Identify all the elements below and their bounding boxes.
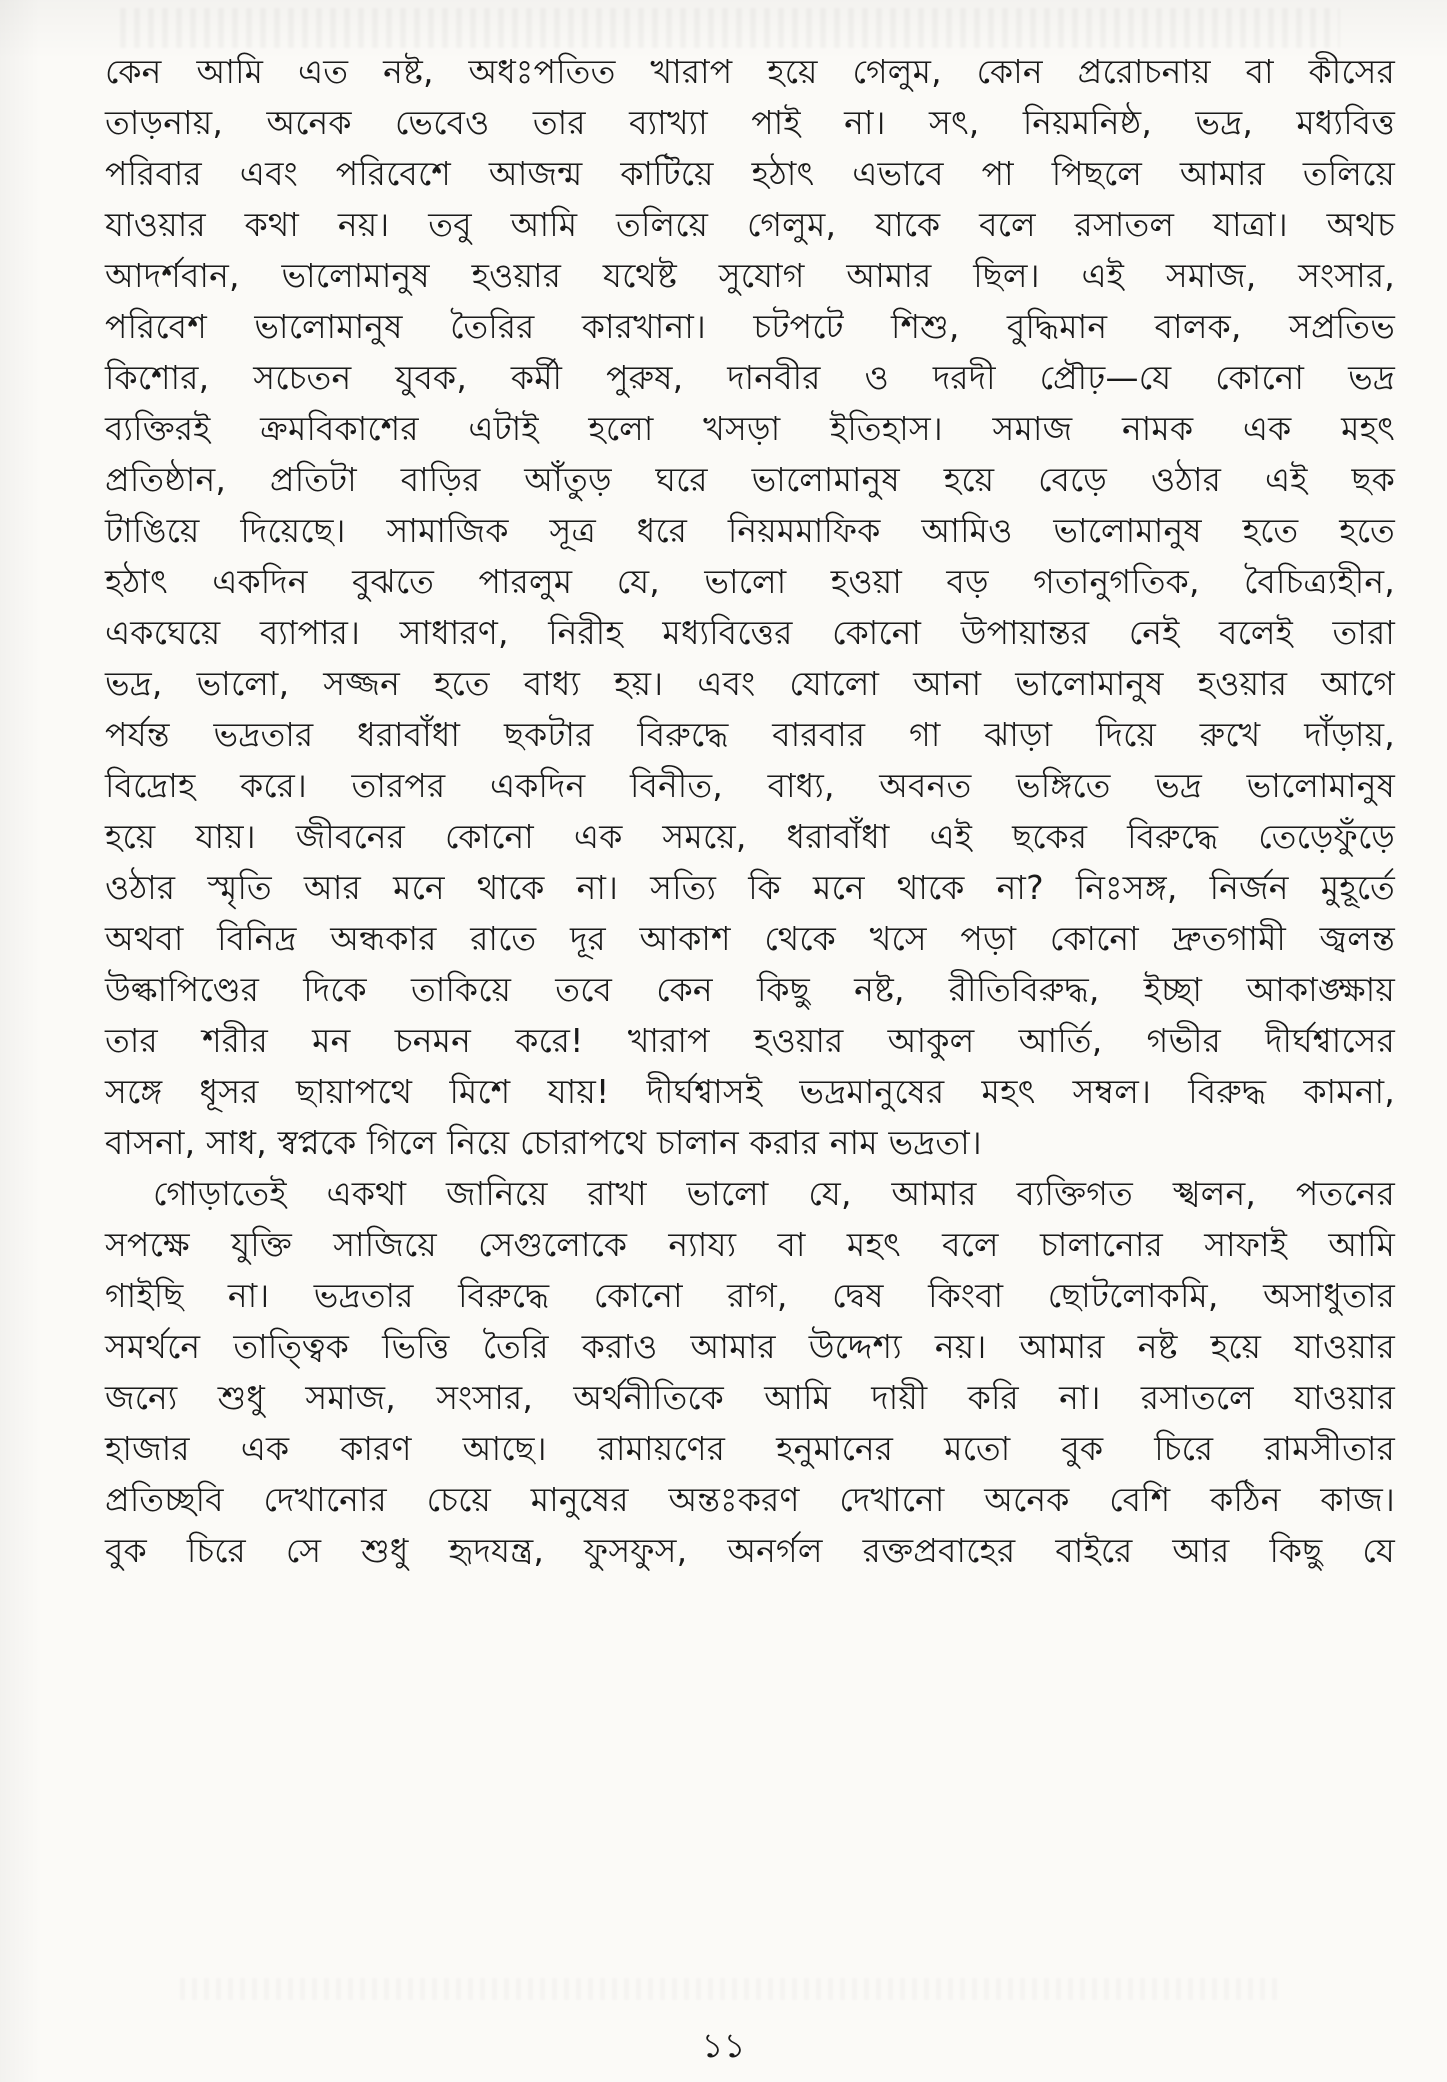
body-text xyxy=(105,46,1395,1576)
text-line: টাঙিয়ে দিয়েছে। সামাজিক সূত্র ধরে নিয়মমাফিক আমিও ভালোমানুষ হতে হতে xyxy=(105,511,1395,550)
text-line: প্রতিচ্ছবি দেখানোর চেয়ে মানুষের অন্তঃকরণ দেখানো অনেক বেশি কঠিন কাজ। xyxy=(105,1480,1395,1519)
text-line: সপক্ষে যুক্তি সাজিয়ে সেগুলোকে ন্যায্য বা মহৎ বলে চালানোর সাফাই আমি xyxy=(105,1225,1395,1264)
bleed-through-text-bottom xyxy=(180,1978,1280,2000)
text-line: বিদ্রোহ করে। তারপর একদিন বিনীত, বাধ্য, অবনত ভঙ্গিতে ভদ্র ভালোমানুষ xyxy=(105,766,1395,805)
text-line: বাসনা, সাধ, স্বপ্নকে গিলে নিয়ে চোরাপথে চালান করার নাম ভদ্রতা। xyxy=(105,1123,982,1162)
text-line: পর্যন্ত ভদ্রতার ধরাবাঁধা ছকটার বিরুদ্ধে বারবার গা ঝাড়া দিয়ে রুখে দাঁড়ায়, xyxy=(105,715,1395,754)
text-line: পরিবেশ ভালোমানুষ তৈরির কারখানা। চটপটে শিশু, বুদ্ধিমান বালক, সপ্রতিভ xyxy=(105,307,1395,346)
bleed-through-text-top xyxy=(120,8,1340,48)
text-line: ওঠার স্মৃতি আর মনে থাকে না। সত্যি কি মনে থাকে না? নিঃসঙ্গ, নির্জন মুহূর্তে xyxy=(105,868,1395,907)
text-line: গোড়াতেই একথা জানিয়ে রাখা ভালো যে, আমার ব্যক্তিগত স্খলন, পতনের xyxy=(153,1174,1395,1213)
page-number: ১১ xyxy=(701,2026,746,2066)
text-line: হঠাৎ একদিন বুঝতে পারলুম যে, ভালো হওয়া বড় গতানুগতিক, বৈচিত্র্যহীন, xyxy=(105,562,1395,601)
text-line: ব্যক্তিরই ক্রমবিকাশের এটাই হলো খসড়া ইতিহাস। সমাজ নামক এক মহৎ xyxy=(105,409,1395,448)
text-line: আদর্শবান, ভালোমানুষ হওয়ার যথেষ্ট সুযোগ আমার ছিল। এই সমাজ, সংসার, xyxy=(105,256,1395,295)
text-line: ভদ্র, ভালো, সজ্জন হতে বাধ্য হয়। এবং যোলো আনা ভালোমানুষ হওয়ার আগে xyxy=(105,664,1395,703)
text-line: প্রতিষ্ঠান, প্রতিটা বাড়ির আঁতুড় ঘরে ভালোমানুষ হয়ে বেড়ে ওঠার এই ছক xyxy=(105,460,1395,499)
paragraph-1 xyxy=(105,46,1395,1168)
text-line: তার শরীর মন চনমন করে! খারাপ হওয়ার আকুল আর্তি, গভীর দীর্ঘশ্বাসের xyxy=(105,1021,1395,1060)
text-line: সমর্থনে তাত্ত্বিক ভিত্তি তৈরি করাও আমার উদ্দেশ্য নয়। আমার নষ্ট হয়ে যাওয়ার xyxy=(105,1327,1395,1366)
text-line: উল্কাপিণ্ডের দিকে তাকিয়ে তবে কেন কিছু নষ্ট, রীতিবিরুদ্ধ, ইচ্ছা আকাঙ্ক্ষায় xyxy=(105,970,1395,1009)
text-line: গাইছি না। ভদ্রতার বিরুদ্ধে কোনো রাগ, দ্বেষ কিংবা ছোটলোকমি, অসাধুতার xyxy=(105,1276,1395,1315)
text-line: একঘেয়ে ব্যাপার। সাধারণ, নিরীহ মধ্যবিত্তের কোনো উপায়ান্তর নেই বলেই তারা xyxy=(105,613,1395,652)
text-line: অথবা বিনিদ্র অন্ধকার রাতে দূর আকাশ থেকে খসে পড়া কোনো দ্রুতগামী জ্বলন্ত xyxy=(105,919,1395,958)
text-line: জন্যে শুধু সমাজ, সংসার, অর্থনীতিকে আমি দায়ী করি না। রসাতলে যাওয়ার xyxy=(105,1378,1395,1417)
text-line: পরিবার এবং পরিবেশে আজন্ম কাটিয়ে হঠাৎ এভাবে পা পিছলে আমার তলিয়ে xyxy=(105,154,1395,193)
text-line: বুক চিরে সে শুধু হৃদযন্ত্র, ফুসফুস, অনর্গল রক্তপ্রবাহের বাইরে আর কিছু যে xyxy=(105,1531,1395,1570)
text-line: তাড়নায়, অনেক ভেবেও তার ব্যাখ্যা পাই না। সৎ, নিয়মনিষ্ঠ, ভদ্র, মধ্যবিত্ত xyxy=(105,103,1395,142)
paragraph-2 xyxy=(105,1168,1395,1576)
text-line: যাওয়ার কথা নয়। তবু আমি তলিয়ে গেলুম, যাকে বলে রসাতল যাত্রা। অথচ xyxy=(105,205,1395,244)
text-line: সঙ্গে ধূসর ছায়াপথে মিশে যায়! দীর্ঘশ্বাসই ভদ্রমানুষের মহৎ সম্বল। বিরুদ্ধ কামনা, xyxy=(105,1072,1395,1111)
text-line: কেন আমি এত নষ্ট, অধঃপতিত খারাপ হয়ে গেলুম, কোন প্ররোচনায় বা কীসের xyxy=(105,52,1395,91)
text-line: কিশোর, সচেতন যুবক, কর্মী পুরুষ, দানবীর ও দরদী প্রৌঢ়—যে কোনো ভদ্র xyxy=(105,358,1395,397)
text-line: হাজার এক কারণ আছে। রামায়ণের হনুমানের মতো বুক চিরে রামসীতার xyxy=(105,1429,1395,1468)
text-line: হয়ে যায়। জীবনের কোনো এক সময়ে, ধরাবাঁধা এই ছকের বিরুদ্ধে তেড়েফুঁড়ে xyxy=(105,817,1395,856)
